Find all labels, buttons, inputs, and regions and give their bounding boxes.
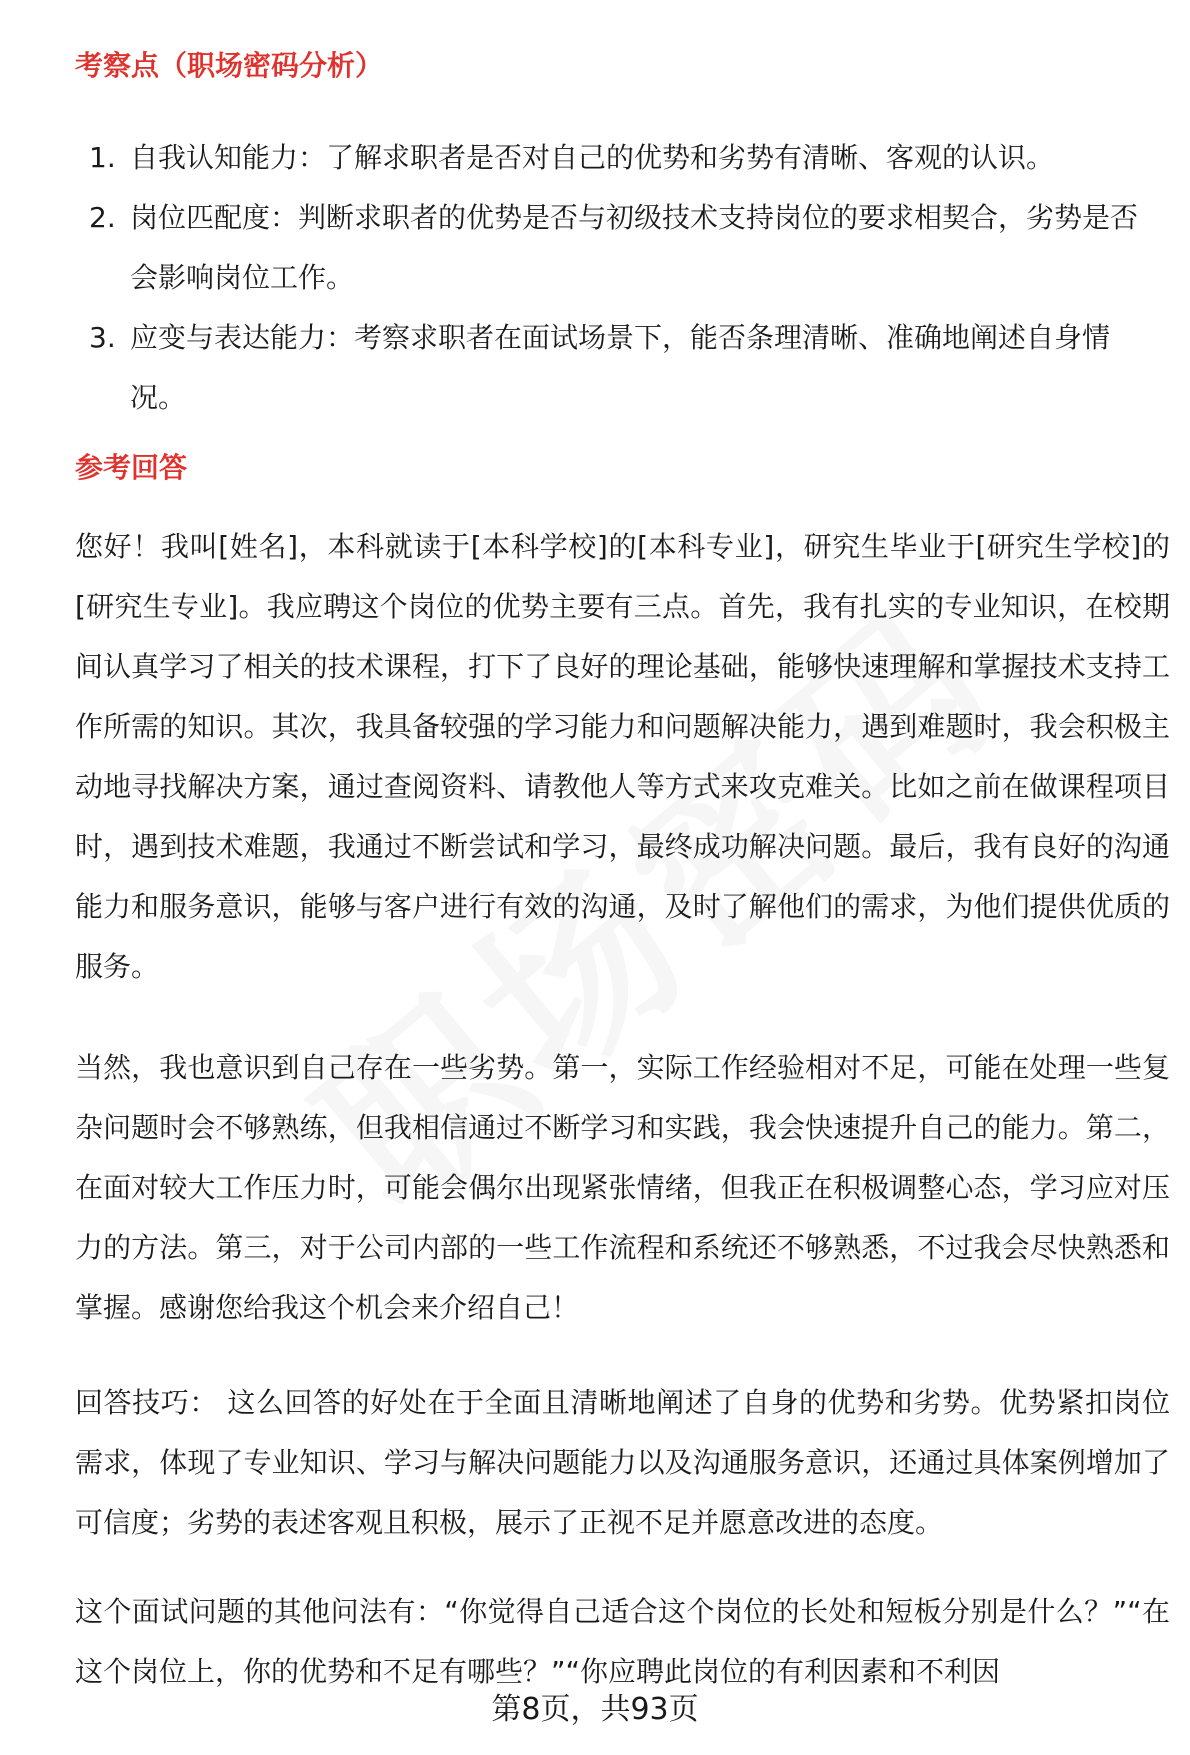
answer-paragraph-strengths: 您好！我叫[姓名]，本科就读于[本科学校]的[本科专业]，研究生毕业于[研究生学校]的[研究生专业]。我应聘这个岗位的优势主要有三点。首先，我有扎实的专业知识，在校期间认真学习了相关的技术课程，打下了良好的理论基础，能够快速理解和掌握技术支持工作所需的知识。其次，我具备较强的学习能力和问题解决能力，遇到难题时，我会积极主动地寻找解决方案，通过查阅资料、请教他人等方式来攻克难关。比如之前在做课程项目时，遇到技术难题，我通过不断尝试和学习，最终成功解决问题。最后，我有良好的沟通能力和服务意识，能够与客户进行有效的沟通，及时了解他们的需求，为他们提供优质的服务。 [75, 530, 1170, 983]
answer-tips-paragraph: 回答技巧： 这么回答的好处在于全面且清晰地阐述了自身的优势和劣势。优势紧扣岗位需求，体现了专业知识、学习与解决问题能力以及沟通服务意识，还通过具体案例增加了可信度；劣势的表述客观且积极，展示了正视不足并愿意改进的态度。 [75, 1386, 1170, 1539]
list-item-number: 1. [89, 141, 116, 174]
section-title-exam-points: 考察点（职场密码分析） [75, 49, 384, 82]
list-item-number: 3. [89, 321, 116, 354]
list-item-number: 2. [89, 201, 116, 234]
alternative-questions-paragraph: 这个面试问题的其他问法有：“你觉得自己适合这个岗位的长处和短板分别是什么？”“在这个岗位上，你的优势和不足有哪些？”“你应聘此岗位的有利因素和不利因 [75, 1595, 1170, 1688]
list-item [75, 128, 1165, 188]
section-title-reference-answer: 参考回答 [75, 451, 188, 484]
answer-paragraph-weaknesses: 当然，我也意识到自己存在一些劣势。第一，实际工作经验相对不足，可能在处理一些复杂问题时会不够熟练，但我相信通过不断学习和实践，我会快速提升自己的能力。第二，在面对较大工作压力时，可能会偶尔出现紧张情绪，但我正在积极调整心态，学习应对压力的方法。第三，对于公司内部的一些工作流程和系统还不够熟悉，不过我会尽快熟悉和掌握。感谢您给我这个机会来介绍自己！ [75, 1051, 1170, 1324]
list-item [75, 188, 1165, 308]
list-item-text: 应变与表达能力：考察求职者在面试场景下，能否条理清晰、准确地阐述自身情况。 [130, 321, 1111, 414]
list-item-text: 岗位匹配度：判断求职者的优势是否与初级技术支持岗位的要求相契合，劣势是否会影响岗位工作。 [130, 201, 1139, 294]
list-item-text: 自我认知能力：了解求职者是否对自己的优势和劣势有清晰、客观的认识。 [130, 141, 1055, 174]
exam-points-list [75, 128, 1165, 428]
list-item [75, 308, 1165, 428]
page-number: 第8页，共93页 [491, 1692, 699, 1727]
